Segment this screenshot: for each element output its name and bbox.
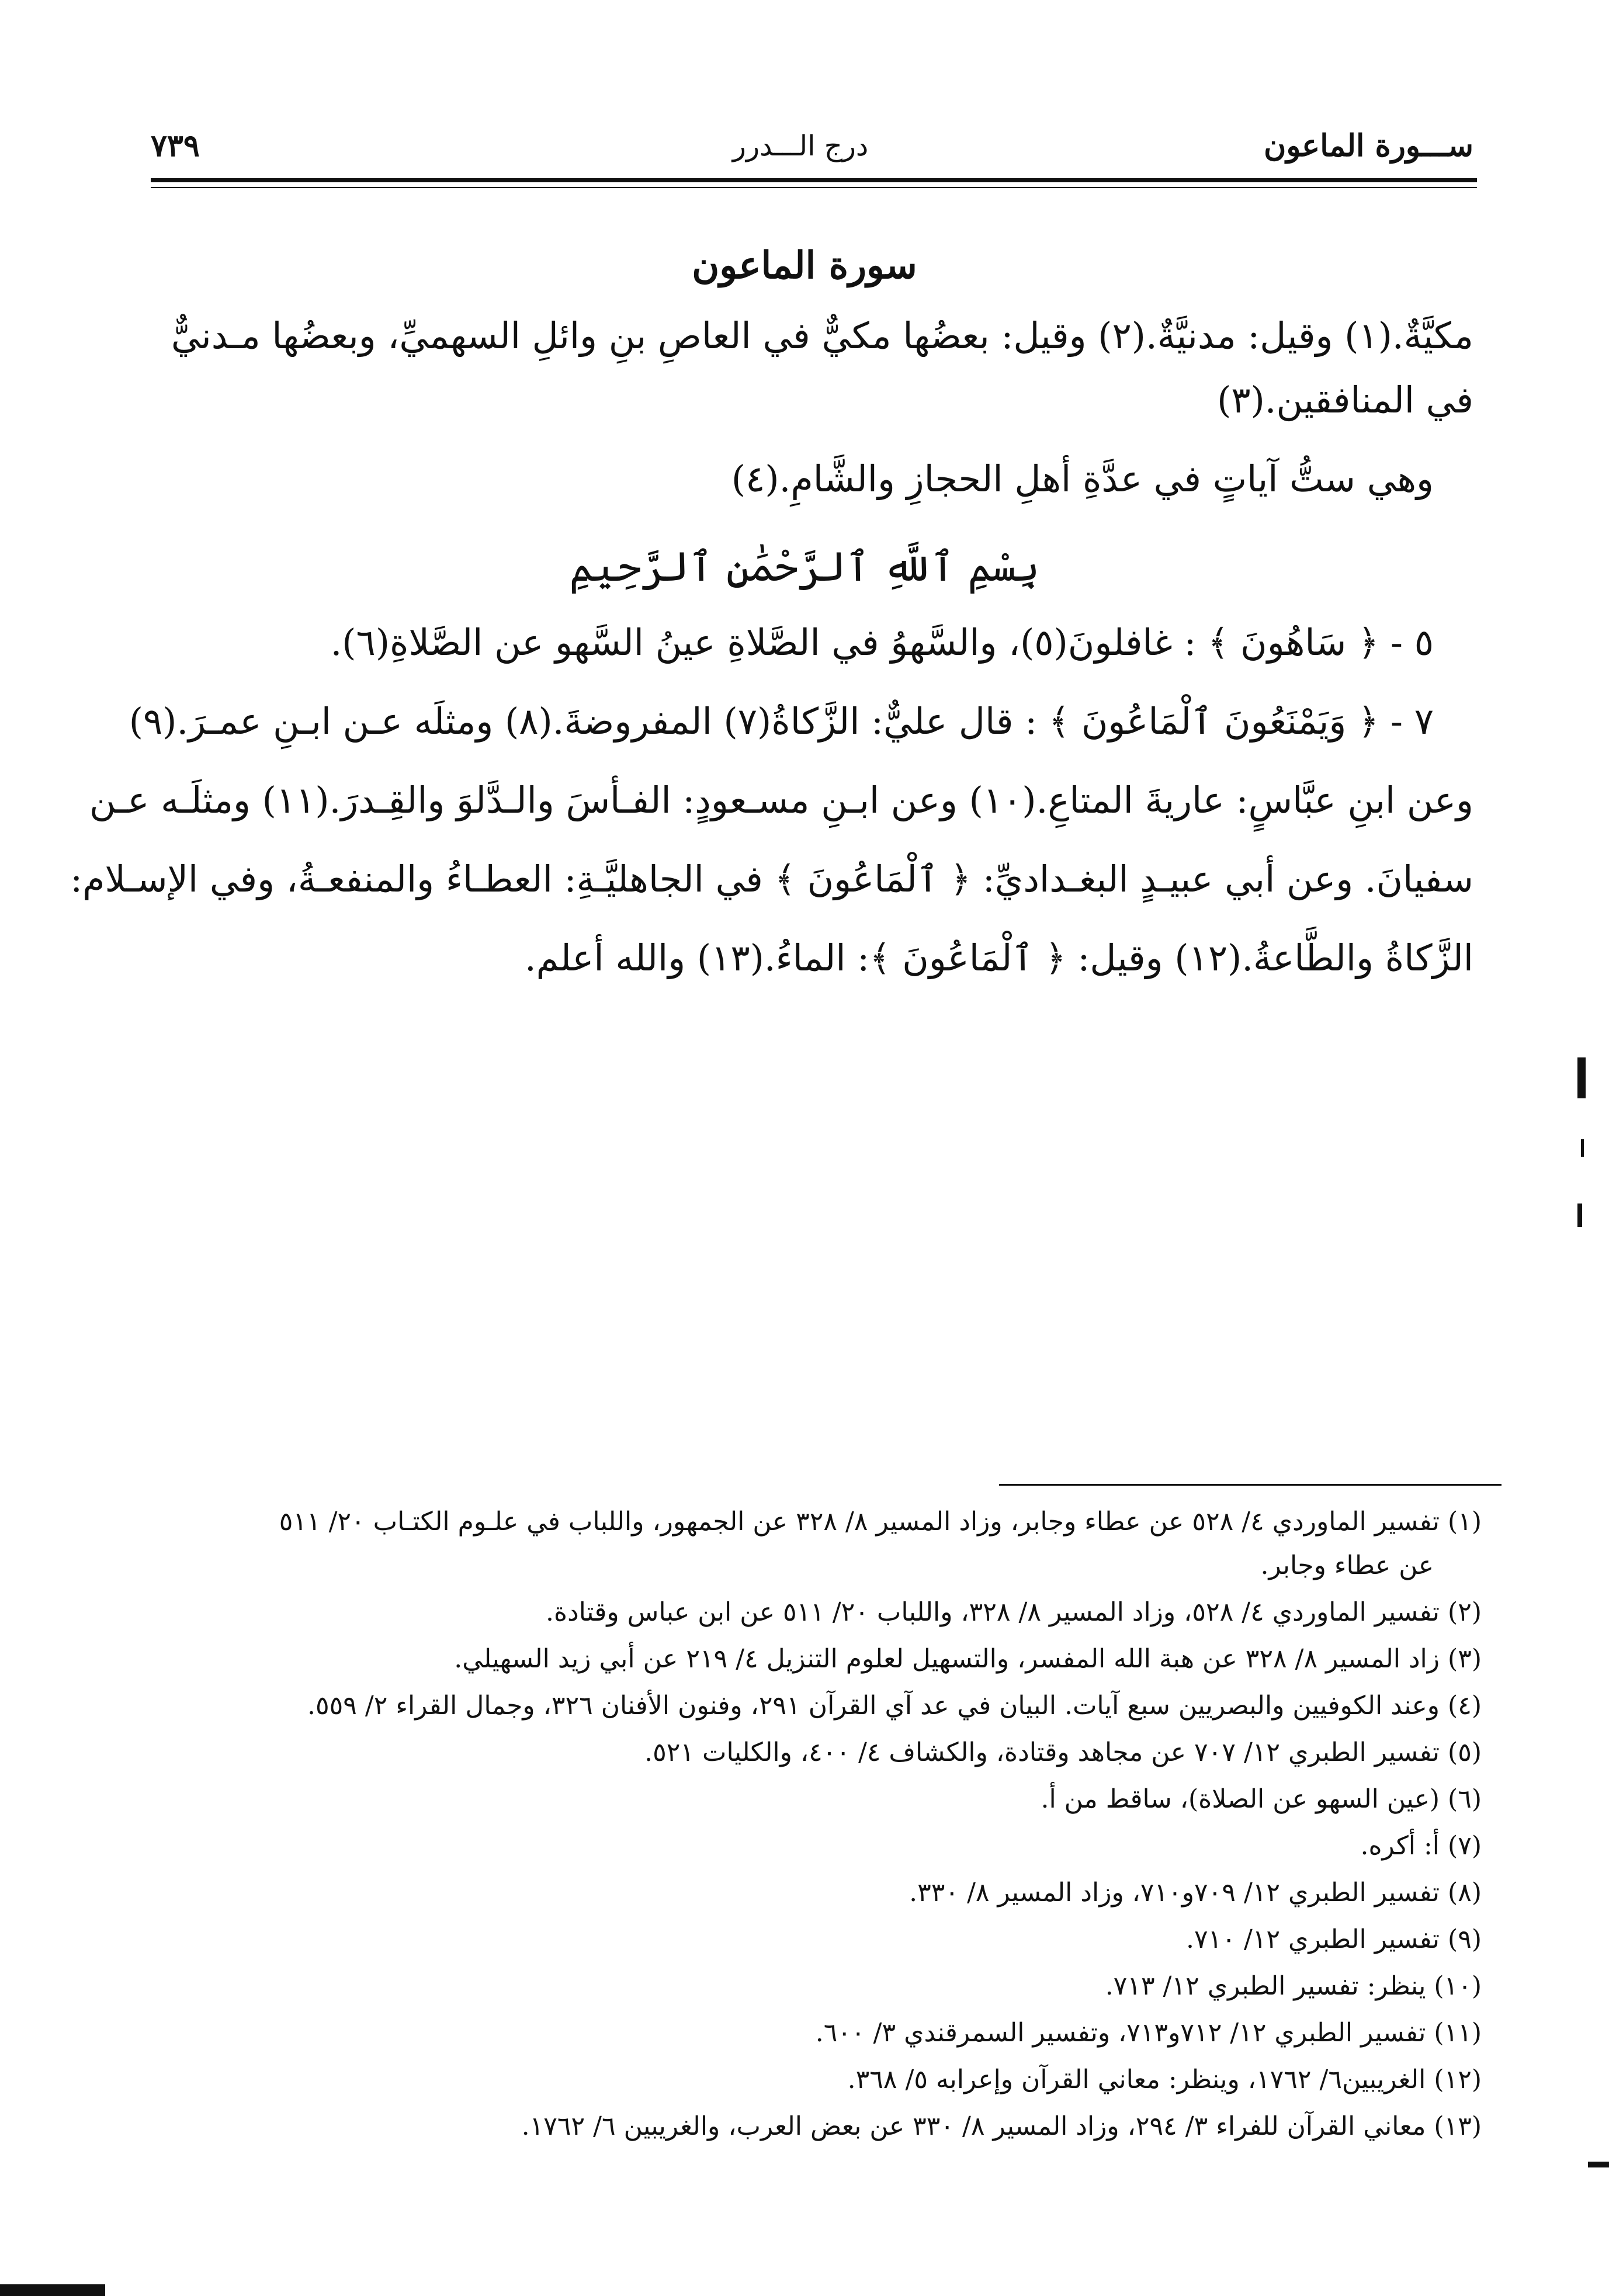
footnote-5: (٥) تفسير الطبري ١٢/ ٧٠٧ عن مجاهد وقتادة، والكشاف ٤/ ٤٠٠، والكليات ٥٢١. [644,1737,1482,1767]
margin-scan-mark [1577,1057,1586,1098]
body-line-7: سفيانَ. وعن أبي عبيـدٍ البغـداديِّ: ﴿ ٱلْمَاعُونَ ﴾ في الجاهليَّـةِ: العطـاءُ والمنفعـةُ، وفي الإسـلام: [70,858,1473,900]
footnote-1-continued: عن عطاء وجابر. [1260,1551,1434,1580]
running-header-surah: ســـورة الماعون [1264,128,1473,164]
running-header-book-title: درج الـــدرر [732,130,869,162]
basmala: بِسْمِ ٱللَّهِ ٱلرَّحْمَٰنِ ٱلرَّحِيمِ [569,543,1040,591]
margin-scan-dot [1581,1139,1584,1157]
footnote-11: (١١) تفسير الطبري ١٢/ ٧١٢و٧١٣، وتفسير السمرقندي ٣/ ٦٠٠. [815,2018,1482,2048]
footnote-13: (١٣) معاني القرآن للفراء ٣/ ٢٩٤، وزاد المسير ٨/ ٣٣٠ عن بعض العرب، والغريبين ٦/ ١٧٦٢. [521,2111,1482,2141]
footnote-6: (٦) (عين السهو عن الصلاة)، ساقط من أ. [1041,1784,1482,1814]
body-line-6: وعن ابنِ عبَّاسٍ: عاريةَ المتاعِ.(١٠) وعن ابـنِ مسـعودٍ: الفـأسَ والـدَّلوَ والقِـدرَ.(١١) ومثلَـه عـن [89,779,1473,821]
footnote-4: (٤) وعند الكوفيين والبصريين سبع آيات. البيان في عد آي القرآن ٢٩١، وفنون الأفنان ٣٢٦، وجمال القراء ٢/ ٥٥٩. [307,1691,1482,1721]
footnote-1: (١) تفسير الماوردي ٤/ ٥٢٨ عن عطاء وجابر، وزاد المسير ٨/ ٣٢٨ عن الجمهور، واللباب في علـوم الكتـاب ٢٠/ ٥١١ [279,1507,1482,1537]
surah-title: سورة الماعون [692,244,917,287]
body-line-5: ٧ - ﴿ وَيَمْنَعُونَ ٱلْمَاعُونَ ﴾ : قال عليٌّ: الزَّكاةُ(٧) المفروضةَ.(٨) ومثلَه عـن ابـنِ عمـرَ.(٩) [129,700,1434,743]
footnote-2: (٢) تفسير الماوردي ٤/ ٥٢٨، وزاد المسير ٨/ ٣٢٨، واللباب ٢٠/ ٥١١ عن ابن عباس وقتادة. [546,1597,1482,1627]
body-line-3: وهي ستُّ آياتٍ في عدَّةِ أهلِ الحجازِ والشَّامِ.(٤) [731,457,1434,500]
footnote-separator [999,1484,1501,1486]
footnote-10: (١٠) ينظر: تفسير الطبري ١٢/ ٧١٣. [1105,1971,1482,2001]
margin-scan-mark [1588,2162,1609,2167]
footnote-7: (٧) أ: أكره. [1360,1831,1482,1861]
body-line-1: مكيَّةٌ.(١) وقيل: مدنيَّةٌ.(٢) وقيل: بعضُها مكيٌّ في العاصِ بنِ وائلِ السهميِّ، وبعضُها مـدنيٌّ [171,314,1473,357]
header-rule-thin [151,187,1477,188]
footnote-9: (٩) تفسير الطبري ١٢/ ٧١٠. [1186,1924,1482,1954]
bottom-scan-edge [0,2284,105,2296]
body-line-4: ٥ - ﴿ سَاهُونَ ﴾ : غافلونَ(٥)، والسَّهوُ في الصَّلاةِ عينُ السَّهو عن الصَّلاةِ(٦). [330,621,1434,664]
margin-scan-dot [1577,1204,1582,1227]
body-line-2: في المنافقين.(٣) [1217,379,1473,421]
page-number: ٧٣٩ [151,128,200,164]
footnote-12: (١٢) الغريبين٦/ ١٧٦٢، وينظر: معاني القرآن وإعرابه ٥/ ٣٦٨. [847,2065,1482,2094]
footnote-8: (٨) تفسير الطبري ١٢/ ٧٠٩و٧١٠، وزاد المسير ٨/ ٣٣٠. [909,1878,1482,1907]
header-rule-thick [151,178,1477,182]
footnote-3: (٣) زاد المسير ٨/ ٣٢٨ عن هبة الله المفسر، والتسهيل لعلوم التنزيل ٤/ ٢١٩ عن أبي زيد السهيلي. [454,1644,1482,1674]
body-line-8: الزَّكاةُ والطَّاعةُ.(١٢) وقيل: ﴿ ٱلْمَاعُونَ ﴾: الماءُ.(١٣) والله أعلم. [524,937,1473,979]
